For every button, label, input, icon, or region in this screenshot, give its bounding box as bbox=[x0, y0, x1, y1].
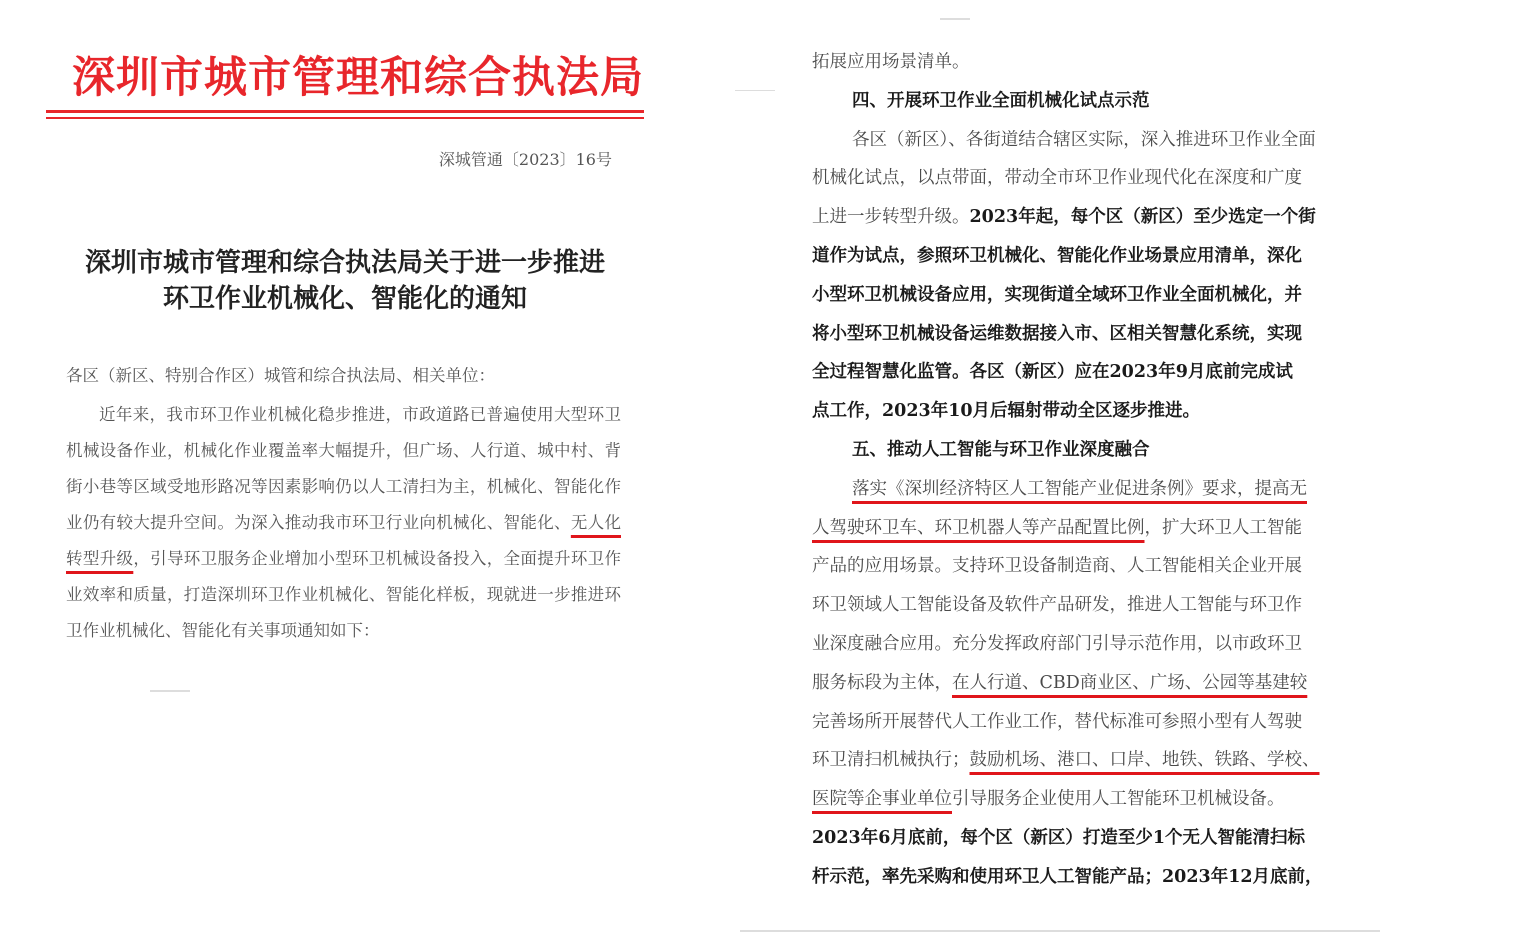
section-4-bold-line: 小型环卫机械设备应用，实现街道全域环卫作业全面机械化，并 bbox=[812, 284, 1302, 305]
section-5-text: 引导服务企业使用人工智能环卫机械设备。 bbox=[952, 789, 1285, 810]
right-text-column bbox=[812, 43, 1412, 897]
title-line-1: 深圳市城市管理和综合执法局关于进一步推进 bbox=[84, 248, 605, 278]
section-5-line: 环卫领域人工智能设备及软件产品研发，推进人工智能与环卫作 bbox=[812, 595, 1302, 616]
section-4-line: 机械化试点，以点带面，带动全市环卫作业现代化在深度和广度 bbox=[812, 168, 1302, 189]
section-5-line bbox=[812, 780, 1412, 819]
section-5-line bbox=[812, 664, 1412, 703]
underlined-highlight: 医院等企事业单位 bbox=[812, 789, 952, 810]
section-5-line: 产品的应用场景。支持环卫设备制造商、人工智能相关企业开展 bbox=[812, 556, 1302, 577]
section-4-line: 各区（新区）、各街道结合辖区实际，深入推进环卫作业全面 bbox=[852, 129, 1316, 150]
section-5-line: 完善场所开展替代人工作业工作，替代标准可参照小型有人驾驶 bbox=[812, 711, 1302, 732]
underlined-highlight: 落实《深圳经济特区人工智能产业促进条例》要求，提高无 bbox=[852, 478, 1307, 499]
scan-speck bbox=[735, 90, 775, 91]
section-5-bold-line: 杆示范，率先采购和使用环卫人工智能产品；2023年12月底前， bbox=[812, 866, 1323, 887]
underlined-highlight: 在人行道、CBD商业区、广场、公园等基建较 bbox=[952, 672, 1308, 693]
left-document-page bbox=[0, 0, 690, 939]
section-4-bold-line: 全过程智慧化监管。各区（新区）应在2023年9月底前完成试 bbox=[812, 362, 1293, 383]
body-text-a: 近年来，我市环卫作业机械化稳步推进，市政道路已普遍使用大型环卫机械设备作业，机械化作业覆盖率大幅提升，但广场、人行道、城中村、背街小巷等区域受地形路况等因素影响仍以人工清扫为主，机械化、智能化作业仍有较大提升空间。为深入推动我市环卫行业向机械化、智能化、 bbox=[66, 405, 621, 532]
section-5-bold-line: 2023年6月底前，每个区（新区）打造至少1个无人智能清扫标 bbox=[812, 827, 1306, 848]
salutation: 各区（新区、特别合作区）城管和综合执法局、相关单位： bbox=[66, 366, 495, 385]
underlined-highlight: 无人化转型升级 bbox=[66, 513, 621, 568]
red-divider-thin bbox=[46, 117, 644, 119]
section-5-line: 业深度融合应用。充分发挥政府部门引导示范作用，以市政环卫 bbox=[812, 633, 1302, 654]
body-text-b: ，引导环卫服务企业增加小型环卫机械设备投入，全面提升环卫作业效率和质量，打造深圳环卫作业机械化、智能化样板，现就进一步推进环卫作业机械化、智能化有关事项通知如下： bbox=[66, 549, 621, 640]
section-5-line bbox=[812, 741, 1412, 780]
section-5-text: ，扩大环卫人工智能 bbox=[1144, 517, 1302, 538]
section-5-text: 环卫清扫机械执行； bbox=[812, 750, 970, 771]
scan-speck bbox=[740, 930, 1380, 932]
section-5-heading: 五、推动人工智能与环卫作业深度融合 bbox=[852, 439, 1150, 460]
section-4-line bbox=[812, 198, 1412, 237]
agency-header: 深圳市城市管理和综合执法局 bbox=[72, 53, 644, 103]
section-4-bold-line: 道作为试点，参照环卫机械化、智能化作业场景应用清单，深化 bbox=[812, 245, 1302, 266]
scan-speck bbox=[940, 18, 970, 20]
red-divider-thick bbox=[46, 110, 644, 113]
underlined-highlight: 人驾驶环卫车、环卫机器人等产品配置比例 bbox=[812, 517, 1145, 538]
section-5-line bbox=[812, 470, 1412, 509]
continuation-line: 拓展应用场景清单。 bbox=[812, 52, 970, 72]
body-paragraph bbox=[66, 397, 621, 649]
section-5-text: 服务标段为主体， bbox=[812, 672, 952, 693]
section-5-line bbox=[812, 509, 1412, 548]
underlined-highlight: 鼓励机场、港口、口岸、地铁、铁路、学校、 bbox=[969, 750, 1320, 771]
document-number: 深城管通〔2023〕16号 bbox=[438, 150, 612, 169]
title-line-2: 环卫作业机械化、智能化的通知 bbox=[162, 284, 527, 314]
section-4-bold-text: 2023年起，每个区（新区）至少选定一个街 bbox=[969, 207, 1316, 228]
section-4-text: 上进一步转型升级。 bbox=[812, 207, 970, 228]
document-title bbox=[60, 245, 630, 317]
section-4-bold-line: 将小型环卫机械设备运维数据接入市、区相关智慧化系统，实现 bbox=[812, 323, 1302, 344]
section-4-bold-line: 点工作，2023年10月后辐射带动全区逐步推进。 bbox=[812, 401, 1201, 422]
section-4-heading: 四、开展环卫作业全面机械化试点示范 bbox=[852, 90, 1150, 111]
scan-speck bbox=[150, 690, 190, 692]
